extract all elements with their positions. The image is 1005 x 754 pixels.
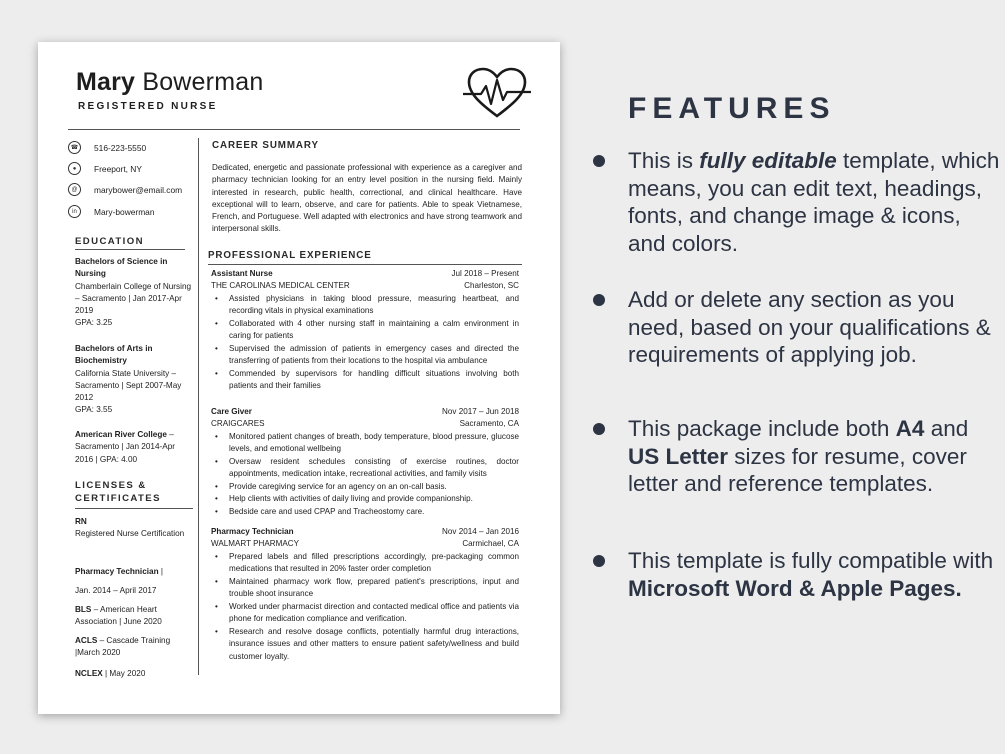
licenses-heading: LICENSES & CERTIFICATES (75, 480, 161, 504)
education-details: – Sacramento | Jan 2014-Apr 2016 | GPA: 4.00 (75, 430, 175, 464)
job-date: Nov 2014 – Jan 2016 (442, 527, 519, 536)
job-title: Assistant Nurse (211, 269, 273, 278)
license-item (75, 635, 193, 660)
career-summary-text: Dedicated, energetic and passionate professional with experience as a caregiver and pharmacy technician looking for an entry level position in the nursing field. Mainly interested in research, public health, correctional, and clinical healthcare. Have exceptional will to learn, observe, and care for patients. Able to speak Vietnamese, French, and Portuguese. Well adapted with electronics and have strong teamwork and interpersonal skills. (212, 163, 522, 234)
feature-item (628, 415, 1000, 498)
education-details: Chamberlain College of Nursing – Sacramento | Jan 2017-Apr 2019 (75, 281, 192, 316)
job-bullet: • Collaborated with 4 other nursing staff in maintaining a calm environment in caring for patients (215, 318, 519, 343)
feature-bullet-icon (593, 423, 605, 435)
career-summary-heading: CAREER SUMMARY (212, 140, 319, 151)
license-item (75, 668, 193, 680)
resume-title: REGISTERED NURSE (78, 101, 218, 112)
license-item (75, 585, 193, 597)
location-text: Freeport, NY (94, 163, 142, 174)
job-bullet: • Help clients with activities of daily living and provide companionship. (215, 493, 519, 506)
feature-item (628, 286, 1000, 369)
feature-bullet-icon (593, 155, 605, 167)
license-text: Registered Nurse Certification (75, 529, 185, 539)
education-heading: EDUCATION (75, 236, 144, 247)
education-item (75, 429, 193, 466)
features-heading: FEATURES (628, 92, 836, 125)
feature-emphasis: A4 (895, 416, 925, 441)
license-item (75, 516, 193, 541)
license-text: Jan. 2014 – April 2017 (75, 586, 157, 595)
job-bullet: • Commended by supervisors for handling difficult situations involving both patients and their families (215, 368, 519, 393)
job-bullet: • Oversaw resident schedules consisting of exercise routines, doctor appointments, medication intake, recreational activities, and family visits (215, 456, 519, 481)
job-title: Pharmacy Technician (211, 527, 294, 536)
phone-icon: ☎ (68, 141, 81, 154)
education-item (75, 343, 193, 417)
contact-phone (68, 141, 146, 154)
job-bullets (215, 551, 519, 664)
phone-text: 516-223-5550 (94, 142, 147, 153)
job-entry (211, 406, 519, 518)
first-name: Mary (76, 68, 136, 96)
job-company: CRAIGCARES (211, 419, 265, 429)
contact-location (68, 162, 142, 175)
feature-bullet-icon (593, 294, 605, 306)
license-item (75, 604, 193, 629)
license-text: – Cascade Training |March 2020 (75, 636, 171, 658)
feature-text: This template is fully compatible with (628, 548, 994, 573)
experience-divider (208, 264, 522, 265)
feature-text: Add or delete any section as you need, based on your qualifications & requirements of applying job. (628, 287, 991, 367)
license-item (75, 566, 193, 578)
job-company: THE CAROLINAS MEDICAL CENTER (211, 281, 350, 291)
education-item (75, 256, 193, 330)
license-text: | May 2020 (102, 669, 146, 678)
job-date: Nov 2017 – Jun 2018 (442, 407, 519, 416)
job-bullets (215, 431, 519, 519)
job-bullet: • Assisted physicians in taking blood pressure, measuring heartbeat, and recording vitals in physical examinations (215, 293, 519, 318)
feature-bullet-icon (593, 555, 605, 567)
feature-emphasis: fully editable (699, 148, 837, 173)
job-bullet: • Bedside care and used CPAP and Tracheostomy care. (215, 506, 519, 519)
last-name: Bowerman (142, 68, 264, 96)
license-text: – American Heart Association | June 2020 (75, 605, 162, 627)
feature-text: sizes for resume, cover letter and reference templates. (628, 443, 967, 496)
job-location: Sacramento, CA (459, 419, 519, 429)
license-title: RN (75, 517, 87, 526)
feature-text: and (924, 416, 969, 441)
education-gpa: GPA: 3.25 (75, 318, 113, 328)
education-divider (75, 249, 185, 250)
contact-email (68, 183, 182, 196)
email-icon: @ (68, 183, 81, 196)
job-bullets (215, 293, 519, 393)
education-details: California State University – Sacramento | Sept 2007-May 2012 (75, 368, 182, 403)
job-bullet: • Worked under pharmacist direction and contacted medical office and patients via phone for medication compliance and verification. (215, 601, 519, 626)
job-bullet: • Research and resolve dosage conflicts, potentially harmful drug interactions, insurance issues and other matters to ensure patient safety/wellness and build customer loyalty. (215, 626, 519, 664)
linkedin-icon: in (68, 205, 81, 218)
job-entry (211, 268, 519, 393)
resume-page (38, 42, 560, 714)
feature-item (628, 147, 1000, 257)
column-divider (198, 138, 199, 675)
job-bullet: • Monitored patient changes of breath, body temperature, blood pressure, glucose levels, and emotional wellbeing (215, 431, 519, 456)
feature-text: template, which means, you can edit text, headings, fonts, and change image & icons, and colors. (628, 148, 1000, 256)
feature-item (628, 547, 1000, 602)
license-title: ACLS (75, 636, 98, 645)
job-location: Charleston, SC (464, 281, 519, 291)
feature-emphasis: Microsoft Word & Apple Pages. (628, 575, 962, 601)
heartbeat-heart-icon (463, 66, 531, 122)
job-bullet: • Provide caregiving service for an agency on an on-call basis. (215, 481, 519, 494)
job-location: Carmichael, CA (462, 539, 519, 549)
education-degree: Bachelors of Arts in Biochemistry (75, 344, 153, 366)
feature-text: This is (628, 148, 700, 173)
job-bullet: • Maintained pharmacy work flow, prepared patient's prescriptions, input and trouble shoot insurance (215, 576, 519, 601)
resume-name (76, 68, 263, 97)
feature-emphasis: US Letter (628, 443, 729, 469)
license-title: Pharmacy Technician (75, 567, 159, 576)
header-divider (68, 129, 520, 130)
job-bullet: • Prepared labels and filled prescriptions accordingly, pre-packaging common medications that resulted in 20% faster order completion (215, 551, 519, 576)
feature-text: This package include both (628, 416, 896, 441)
email-text: marybower@email.com (94, 184, 183, 195)
contact-linkedin (68, 205, 155, 218)
education-gpa: GPA: 3.55 (75, 405, 113, 415)
license-separator: | (158, 567, 163, 576)
job-entry (211, 526, 519, 663)
location-pin-icon: ● (68, 162, 81, 175)
job-bullet: • Supervised the admission of patients in emergency cases and directed the transferring of patients from their locations to the hospital via ambulance (215, 343, 519, 368)
education-degree: Bachelors of Science in Nursing (75, 257, 168, 279)
license-title: BLS (75, 605, 92, 614)
linkedin-text: Mary-bowerman (94, 206, 155, 217)
job-date: Jul 2018 – Present (451, 269, 519, 278)
job-title: Care Giver (211, 407, 252, 416)
license-title: NCLEX (75, 669, 103, 678)
licenses-divider (75, 508, 193, 509)
job-company: WALMART PHARMACY (211, 539, 299, 549)
experience-heading: PROFESSIONAL EXPERIENCE (208, 250, 372, 261)
education-degree: American River College (75, 430, 167, 439)
